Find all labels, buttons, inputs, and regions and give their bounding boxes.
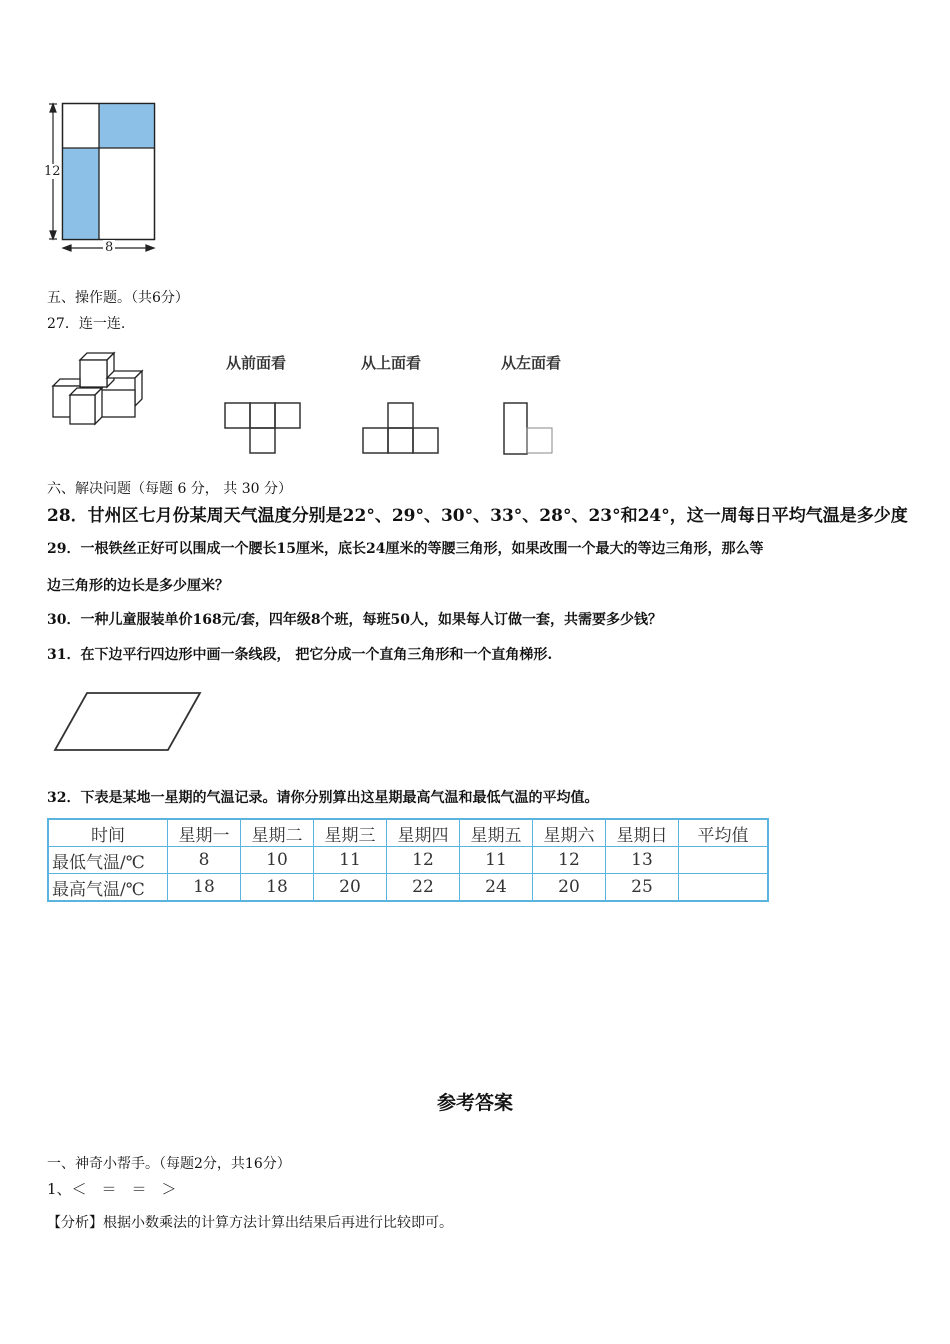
analysis-1: 【分析】根据小数乘法的计算方法计算出结果后再进行比较即可。 xyxy=(47,1215,453,1231)
table-header-cell: 平均值 xyxy=(679,819,769,847)
table-cell-average xyxy=(679,874,769,902)
table-header-cell: 星期三 xyxy=(314,819,387,847)
top-view-shape xyxy=(360,400,442,458)
table-cell: 10 xyxy=(241,847,314,874)
view-label-front: 从前面看 xyxy=(226,354,287,372)
q30-text: 30．一种儿童服装单价168元/套，四年级8个班，每班50人，如果每人订做一套，共需要多少钱？ xyxy=(47,612,663,628)
q31-text: 31．在下边平行四边形中画一条线段， 把它分成一个直角三角形和一个直角梯形. xyxy=(47,647,553,663)
shaded-left-strip xyxy=(63,148,99,239)
table-header-cell: 星期日 xyxy=(606,819,679,847)
table-header-cell: 星期一 xyxy=(168,819,241,847)
section6-heading: 六、解决问题（每题 6 分， 共 30 分） xyxy=(47,481,292,497)
table-header-cell: 时间 xyxy=(48,819,168,847)
q32-text: 32．下表是某地一星期的气温记录。请你分别算出这星期最高气温和最低气温的平均值。 xyxy=(47,790,599,806)
shaded-top-right xyxy=(99,104,154,148)
table-cell: 12 xyxy=(387,847,460,874)
table-cell: 8 xyxy=(168,847,241,874)
answers-section1-heading: 一、神奇小帮手。（每题2分，共16分） xyxy=(47,1156,291,1172)
rectangle-outline xyxy=(63,104,155,240)
table-cell: 24 xyxy=(460,874,533,902)
q28-text: 28．甘州区七月份某周天气温度分别是22°、29°、30°、33°、28°、23°和24°，这一周每日平均气温是多少度 xyxy=(47,506,908,526)
cube-solid xyxy=(50,350,150,430)
table-row-header: 最低气温/℃ xyxy=(48,847,168,874)
answer-1: 1、＜ ＝ ＝ ＞ xyxy=(47,1180,177,1198)
table-cell: 20 xyxy=(314,874,387,902)
table-cell: 13 xyxy=(606,847,679,874)
section5-heading: 五、操作题。（共6分） xyxy=(47,290,189,306)
width-label: 8 xyxy=(105,240,114,255)
answers-title: 参考答案 xyxy=(436,1092,513,1114)
q29-line2: 边三角形的边长是多少厘米？ xyxy=(47,578,229,594)
q27-text: 27．连一连. xyxy=(47,316,126,332)
q29-line1: 29．一根铁丝正好可以围成一个腰长15厘米，底长24厘米的等腰三角形，如果改围一个最大的等边三角形，那么等 xyxy=(47,541,764,557)
view-label-left: 从左面看 xyxy=(501,354,562,372)
table-cell: 12 xyxy=(533,847,606,874)
left-view-shape xyxy=(501,400,557,458)
table-header-cell: 星期二 xyxy=(241,819,314,847)
table-header-cell: 星期五 xyxy=(460,819,533,847)
table-cell: 22 xyxy=(387,874,460,902)
table-header-cell: 星期四 xyxy=(387,819,460,847)
table-cell: 11 xyxy=(314,847,387,874)
height-label: 12 xyxy=(44,164,61,179)
table-cell: 18 xyxy=(241,874,314,902)
rectangle-figure xyxy=(40,98,165,260)
view-label-top: 从上面看 xyxy=(361,354,422,372)
table-row xyxy=(48,874,768,902)
table-cell: 18 xyxy=(168,874,241,902)
front-view-shape xyxy=(222,400,304,458)
temperature-table xyxy=(47,818,769,902)
table-header-row xyxy=(48,819,768,847)
table-row xyxy=(48,847,768,874)
table-row-header: 最高气温/℃ xyxy=(48,874,168,902)
table-cell: 20 xyxy=(533,874,606,902)
table-cell-average xyxy=(679,847,769,874)
table-cell: 11 xyxy=(460,847,533,874)
parallelogram-figure xyxy=(50,688,210,754)
table-header-cell: 星期六 xyxy=(533,819,606,847)
table-cell: 25 xyxy=(606,874,679,902)
